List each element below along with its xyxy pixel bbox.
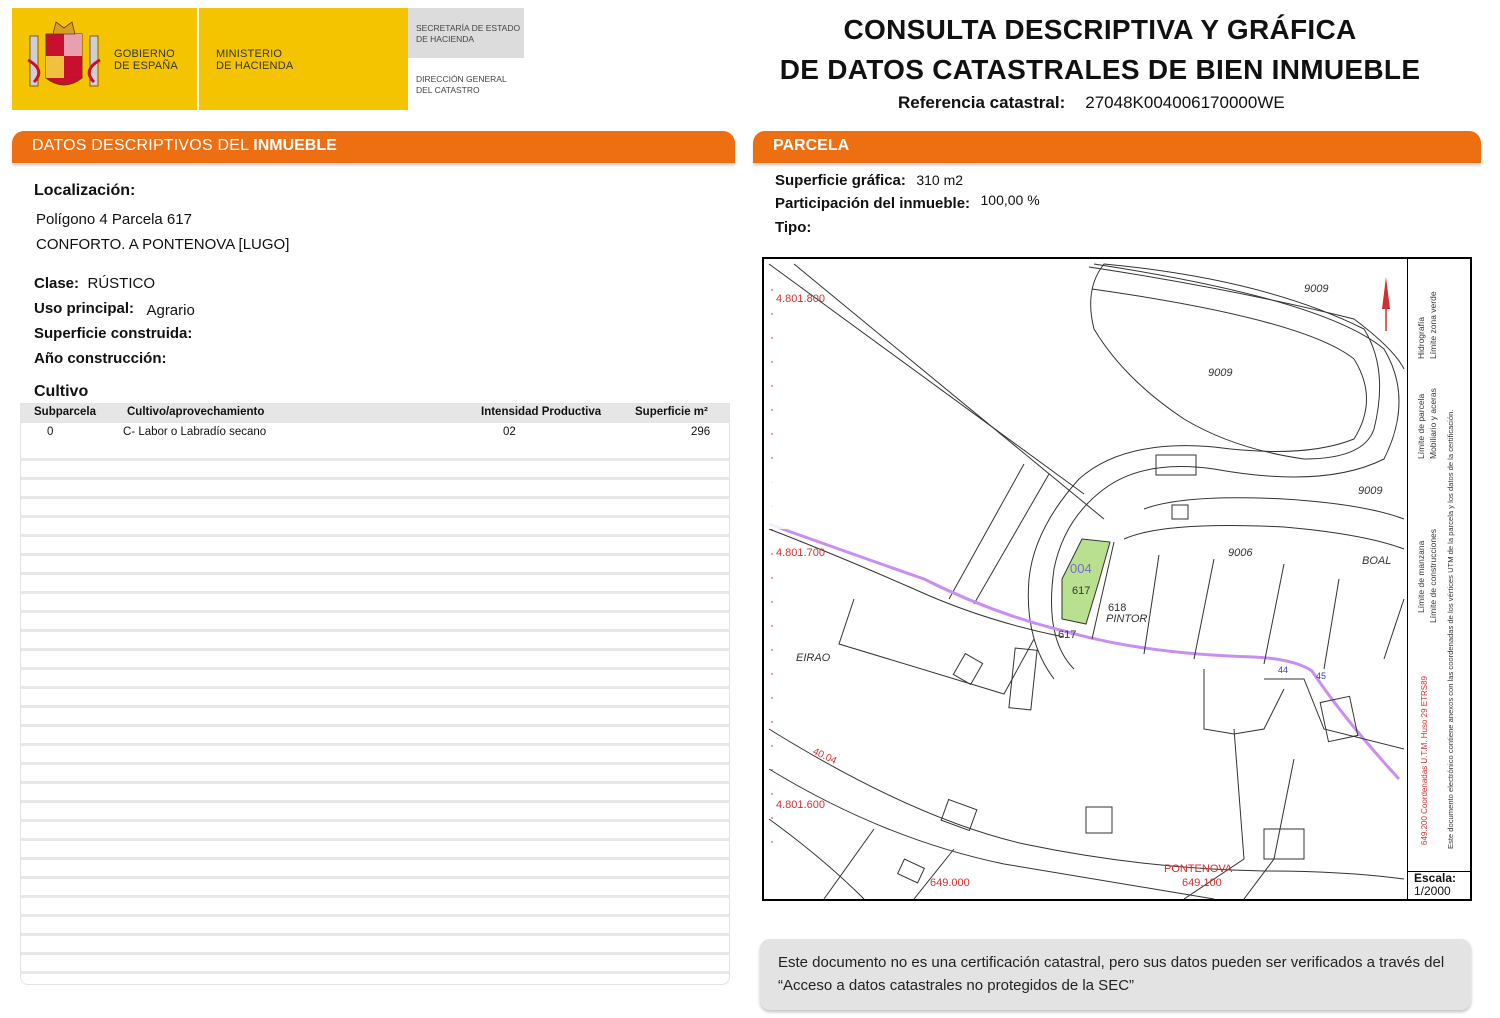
title-line-2: DE DATOS CATASTRALES DE BIEN INMUEBLE — [779, 54, 1421, 85]
label-pintor: PINTOR — [1106, 613, 1148, 625]
participacion-row — [775, 192, 1040, 213]
grid-x-649100: 649.100 — [1182, 877, 1222, 889]
col-cultivo: Cultivo/aprovechamiento — [127, 406, 265, 418]
legend-coords: 649.200 Coordenadas U.T.M. Huso 29 ETRS89 — [1420, 676, 1429, 845]
ministerio-text: MINISTERIO DE HACIENDA — [216, 48, 294, 72]
label-9009-b: 9009 — [1208, 367, 1233, 379]
participacion-label: Participación del inmueble: — [775, 195, 971, 212]
legend-hidrografia: Hidrografía — [1416, 316, 1426, 359]
clase-label: Clase: — [34, 275, 80, 292]
label-pontenova: PONTENOVA — [1164, 863, 1233, 875]
section-title-a: DATOS DESCRIPTIVOS DEL — [32, 137, 254, 154]
label-9009-a: 9009 — [1304, 283, 1329, 295]
escala-label: Escala: — [1414, 871, 1457, 885]
datos-descriptivos-header — [12, 131, 735, 163]
col-subparcela: Subparcela — [34, 406, 96, 418]
legend-limite-construcciones: Límite de construcciones — [1428, 528, 1438, 623]
localizacion-label: Localización: — [34, 182, 136, 199]
legend-limite-manzana: Límite de manzana — [1416, 540, 1426, 613]
label-parcel-617: 617 — [1072, 585, 1091, 597]
map-escala — [1407, 871, 1470, 899]
clase-row — [34, 275, 155, 293]
localizacion-line1: Polígono 4 Parcela 617 — [36, 211, 192, 228]
label-9006: 9006 — [1228, 547, 1253, 559]
tipo-label: Tipo: — [775, 219, 812, 236]
title-line-1: CONSULTA DESCRIPTIVA Y GRÁFICA — [843, 14, 1357, 45]
col-intensidad: Intensidad Productiva — [481, 406, 602, 418]
sup-grafica-row — [775, 172, 963, 190]
page-title — [760, 10, 1440, 90]
direccion-text: DIRECCIÓN GENERAL DEL CATASTRO — [416, 74, 507, 95]
logo-divider — [197, 8, 199, 110]
cell-subparcela: 0 — [47, 426, 54, 438]
label-9009-c: 9009 — [1358, 485, 1383, 497]
cultivo-table-header — [21, 404, 729, 423]
label-44: 44 — [1278, 665, 1289, 675]
clase-value: RÚSTICO — [87, 275, 155, 292]
cadastral-map[interactable] — [762, 257, 1472, 901]
legend-nota: Este documento electrónico contiene anexos con las coordenadas de los vértices UTM de la parcela y los datos de la certificación. — [1446, 409, 1455, 849]
gobierno-text: GOBIERNO DE ESPAÑA — [114, 48, 178, 72]
grid-x-649000: 649.000 — [930, 877, 970, 889]
cell-intensidad: 02 — [503, 426, 516, 438]
legend-limite-verde: Límite zona verde — [1428, 291, 1438, 359]
label-45: 45 — [1316, 671, 1327, 681]
map-drawing — [764, 259, 1407, 899]
anio-construccion-label: Año construcción: — [34, 350, 167, 367]
label-parcel-618: 618 — [1108, 602, 1127, 614]
col-superficie: Superficie m² — [635, 406, 708, 418]
grid-y-4801700: 4.801.700 — [776, 547, 825, 559]
cultivo-table — [20, 403, 730, 985]
participacion-value: 100,00 % — [980, 192, 1040, 208]
parcela-header: PARCELA — [753, 131, 1481, 163]
legend-limite-parcela: Límite de parcela — [1416, 393, 1426, 459]
label-boal: BOAL — [1362, 555, 1392, 567]
cell-cultivo: C- Labor o Labradío secano — [123, 426, 267, 438]
sup-grafica-label: Superficie gráfica: — [775, 172, 906, 189]
escala-value: 1/2000 — [1414, 884, 1451, 898]
referencia-catastral — [898, 93, 1285, 113]
sup-construida-label: Superficie construida: — [34, 325, 193, 342]
uso-value: Agrario — [146, 302, 195, 319]
localizacion-line2: CONFORTO. A PONTENOVA [LUGO] — [36, 236, 290, 253]
disclaimer-notice: Este documento no es una certificación catastral, pero sus datos pueden ser verificados a través del “Acceso a datos catastrales no protegidos de la SEC” — [760, 939, 1471, 1010]
label-40-04: 40.04 — [810, 746, 839, 767]
cell-superficie: 296 — [691, 426, 711, 438]
uso-row — [34, 300, 195, 318]
table-row — [21, 424, 729, 442]
section-title-b: INMUEBLE — [253, 137, 337, 154]
coat-of-arms-icon — [26, 20, 102, 100]
ref-value: 27048K004006170000WE — [1085, 93, 1285, 112]
sup-grafica-value: 310 m2 — [916, 172, 964, 188]
cultivo-label: Cultivo — [34, 383, 89, 400]
label-parcel-617b: 617 — [1058, 629, 1077, 641]
grid-y-4801600: 4.801.600 — [776, 799, 825, 811]
uso-label: Uso principal: — [34, 300, 135, 317]
grid-y-4801800: 4.801.800 — [776, 293, 825, 305]
legend-mobiliario: Mobiliario y aceras — [1428, 388, 1438, 459]
label-eirao: EIRAO — [796, 652, 831, 664]
map-legend — [1407, 259, 1471, 871]
secretaria-text: SECRETARÍA DE ESTADO DE HACIENDA — [416, 23, 521, 44]
label-polygon-004: 004 — [1070, 561, 1092, 576]
ref-label: Referencia catastral: — [898, 93, 1066, 112]
